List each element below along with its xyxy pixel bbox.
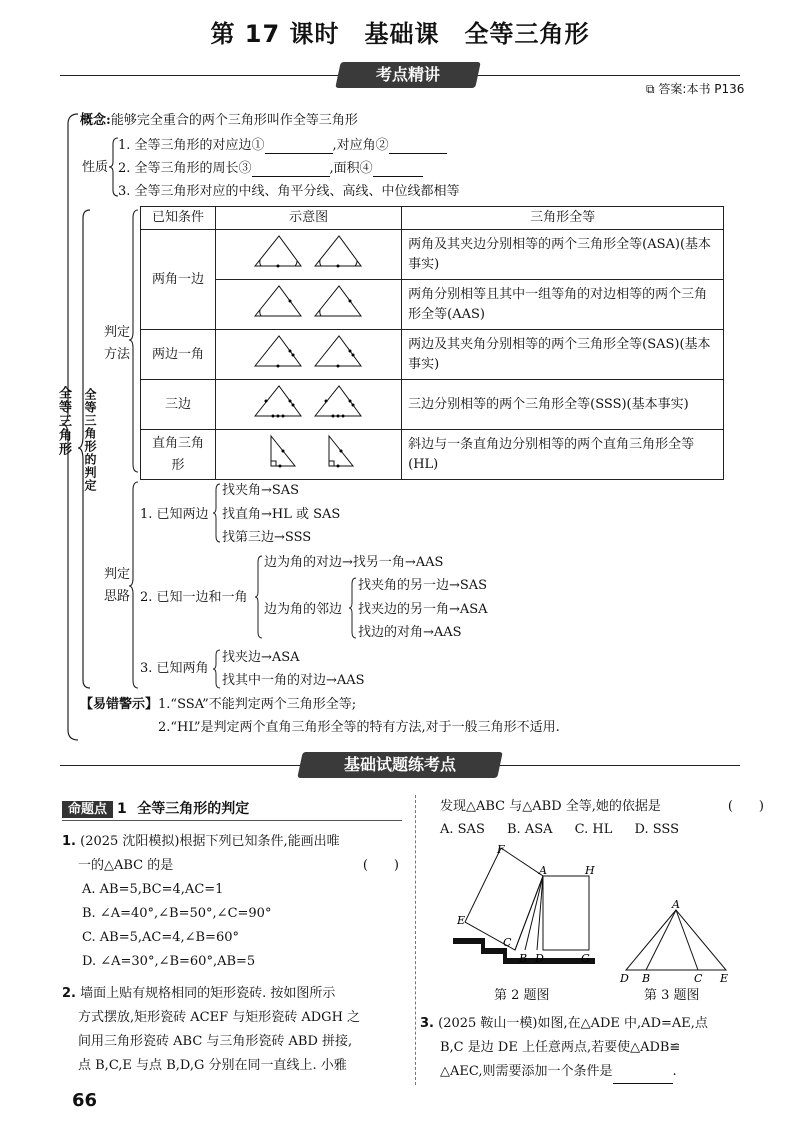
section-banner-top: 考点精讲 bbox=[335, 62, 481, 88]
diagram-aas bbox=[216, 280, 402, 330]
answer-icon: ⧉ bbox=[646, 82, 655, 96]
table-row: 直角三角形 斜边与一条直角边分别相等的两个直角三角形全等(HL) bbox=[141, 430, 724, 480]
point-label: D bbox=[620, 972, 629, 985]
point-label: E bbox=[457, 914, 466, 927]
concept-line: 概念:能够完全重合的两个三角形叫作全等三角形 bbox=[80, 113, 358, 128]
answer-ref: ⧉ 答案:本书 P136 bbox=[646, 82, 745, 96]
diagram-sss bbox=[216, 380, 402, 430]
option: A. SAS bbox=[440, 822, 485, 837]
side-label-judge: 全等三角形的判定 bbox=[83, 388, 97, 492]
diagram-sas bbox=[216, 330, 402, 380]
property-item-2: 2. 全等三角形的周长③ ,面积④ bbox=[118, 161, 423, 177]
table-header: 示意图 bbox=[216, 207, 402, 230]
thinking-brace bbox=[128, 480, 140, 692]
diagram-asa bbox=[216, 230, 402, 280]
congruence-table bbox=[140, 206, 724, 480]
g2-b-label: 边为角的邻边 bbox=[264, 602, 343, 617]
g1-item: 找夹角→SAS bbox=[222, 483, 300, 498]
g2b-item: 找夹边的另一角→ASA bbox=[358, 602, 488, 617]
g3-item: 找夹边→ASA bbox=[222, 650, 300, 665]
option: C. AB=5,AC=4,∠B=60° bbox=[82, 930, 239, 945]
thinking-g1-label: 1. 已知两边 bbox=[140, 507, 209, 522]
g2b-item: 找夹角的另一边→SAS bbox=[358, 578, 488, 593]
point-label: D bbox=[535, 952, 544, 965]
triangle-pair-icon bbox=[249, 330, 369, 372]
g3-item: 找其中一角的对边→AAS bbox=[222, 673, 365, 688]
triangle-pair-icon bbox=[249, 230, 369, 272]
warning: 【易错警示】1.“SSA”不能判定两个三角形全等; bbox=[80, 697, 357, 712]
property-item-1: 1. 全等三角形的对应边① ,对应角② bbox=[118, 138, 447, 154]
triangle-pair-icon bbox=[249, 280, 369, 322]
g1-brace bbox=[212, 482, 222, 544]
g2-item-a: 边为角的对边→找另一角→AAS bbox=[264, 555, 444, 570]
method-brace bbox=[128, 208, 140, 474]
point-label: F bbox=[497, 843, 505, 856]
point-label: A bbox=[539, 864, 547, 877]
option: C. HL bbox=[574, 822, 613, 837]
g3-brace bbox=[212, 648, 222, 690]
question-2: 2. 墙面上贴有规格相同的矩形瓷砖. 按如图所示 方式摆放,矩形瓷砖 ACEF 与矩形瓷砖 ADGH 之 间用三角形瓷砖 ABC 与三角形瓷砖 ABD 拼接, 点 B,C,E 与点 B,D,G 分别在同一直线上. 小雅 bbox=[62, 986, 361, 1073]
section-banner-bottom: 基础试题练考点 bbox=[297, 752, 503, 778]
warning-item-2: 2.“HL”是判定两个直角三角形全等的特有方法,对于一般三角形不适用. bbox=[158, 720, 560, 735]
question-2-options bbox=[440, 818, 679, 842]
point-label: A bbox=[672, 898, 680, 911]
point-label: E bbox=[720, 972, 729, 985]
table-row: 两边一角 两边及其夹角分别相等的两个三角形全等(SAS)(基本事实) bbox=[141, 330, 724, 380]
question-2-cont: 发现△ABC 与△ABD 全等,她的依据是 ( ) bbox=[440, 799, 764, 814]
figure-2-caption: 第 2 题图 bbox=[494, 988, 550, 1003]
property-item-3: 3. 全等三角形对应的中线、角平分线、高线、中位线都相等 bbox=[118, 184, 460, 199]
option: B. ASA bbox=[507, 822, 553, 837]
diagram-hl bbox=[216, 430, 402, 480]
table-header: 已知条件 bbox=[141, 207, 216, 230]
option: A. AB=5,BC=4,AC=1 bbox=[82, 882, 224, 897]
g2b-item: 找边的对角→AAS bbox=[358, 625, 462, 640]
option: D. ∠A=30°,∠B=60°,AB=5 bbox=[82, 954, 256, 969]
method-label: 判定方法 bbox=[104, 325, 131, 362]
table-header: 三角形全等 bbox=[402, 207, 724, 230]
thinking-g2-label: 2. 已知一边和一角 bbox=[140, 590, 248, 605]
triangle-pair-icon bbox=[249, 380, 369, 422]
thinking-g3-label: 3. 已知两角 bbox=[140, 661, 209, 676]
point-label: G bbox=[581, 952, 590, 965]
g1-item: 找直角→HL 或 SAS bbox=[222, 507, 341, 522]
point-label: C bbox=[503, 936, 512, 949]
table-row: 三边 三边分别相等的两个三角形全等(SSS)(基本事实) bbox=[141, 380, 724, 430]
point-label: B bbox=[519, 952, 528, 965]
triangle-pair-icon bbox=[249, 430, 369, 472]
point-label: C bbox=[694, 972, 703, 985]
side-label-main: 全等三角形 bbox=[56, 386, 71, 456]
figure-3-caption: 第 3 题图 bbox=[644, 988, 700, 1003]
point-label: H bbox=[585, 864, 595, 877]
table-row: 两角分别相等且其中一组等角的对边相等的两个三角形全等(AAS) bbox=[141, 280, 724, 330]
topic-underline bbox=[62, 820, 402, 821]
column-divider bbox=[415, 795, 416, 1085]
question-3: 3. (2025 鞍山一模)如图,在△ADE 中,AD=AE,点 B,C 是边 DE 上任意两点,若要使△ADB≌ △AEC,则需要添加一个条件是 . bbox=[420, 1012, 780, 1084]
table-row: 两角一边 两角及其夹边分别相等的两个三角形全等(ASA)(基本事实) bbox=[141, 230, 724, 280]
option: D. SSS bbox=[634, 822, 679, 837]
g2-brace bbox=[254, 554, 264, 640]
point-label: B bbox=[642, 972, 651, 985]
option: B. ∠A=40°,∠B=50°,∠C=90° bbox=[82, 906, 272, 921]
figure-2 bbox=[445, 840, 620, 975]
g2b-brace bbox=[348, 576, 358, 640]
question-1: 1. (2025 沈阳模拟)根据下列已知条件,能画出唯 一的△ABC 的是 ( ) A. AB=5,BC=4,AC=1 B. ∠A=40°,∠B=50°,∠C=90° C. AB=5,AC=4,∠B=60° D. ∠A=30°,∠B=60°,AB=5 bbox=[62, 830, 407, 974]
property-label: 性质 bbox=[82, 160, 109, 175]
figure-3 bbox=[614, 898, 739, 988]
topic-header: 命题点 1 全等三角形的判定 bbox=[62, 798, 249, 818]
page-title: 第 17 课时 基础课 全等三角形 bbox=[210, 20, 590, 48]
thinking-label: 判定思路 bbox=[104, 567, 131, 604]
g1-item: 找第三边→SSS bbox=[222, 530, 312, 545]
page-number: 66 bbox=[72, 1090, 98, 1111]
